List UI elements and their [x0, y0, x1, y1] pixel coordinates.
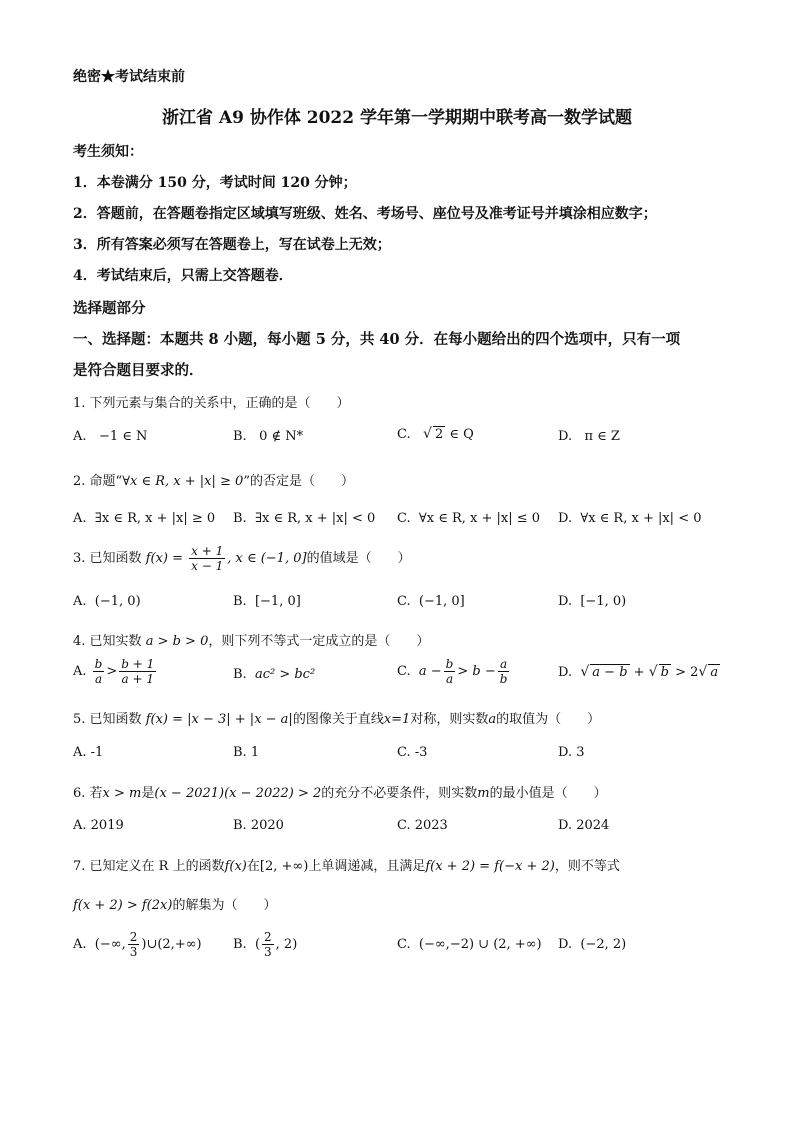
- question-7-stem-line-1: 7. 已知定义在 R 上的函数f(x)在[2, +∞)上单调递减，且满足f(x + 2) = f(−x + 2)，则不等式: [73, 859, 620, 874]
- confidential-label: 绝密★考试结束前: [73, 69, 185, 85]
- section-instruction-line-2: 是符合题目要求的．: [73, 362, 204, 379]
- question-6-stem: 6. 若x > m是(x − 2021)(x − 2022) > 2的充分不必要条件，则实数m的最小值是（ ）: [73, 786, 607, 801]
- q5-option-b: B. 1: [233, 745, 260, 760]
- q2-option-b: B. ∃x ∈ R, x + |x| < 0: [233, 511, 376, 526]
- q7-option-c: C. (−∞,−2) ∪ (2, +∞): [397, 937, 542, 952]
- q1-option-d: D. π ∈ Z: [558, 429, 620, 444]
- q5-option-c: C. -3: [397, 745, 428, 760]
- q2-option-d: D. ∀x ∈ R, x + |x| < 0: [558, 511, 702, 526]
- notice-item-1: 1．本卷满分 150 分，考试时间 120 分钟；: [73, 175, 357, 191]
- notice-item-2: 2．答题前，在答题卷指定区域填写班级、姓名、考场号、座位号及准考证号并填涂相应数字；: [73, 206, 657, 222]
- q6-option-d: D. 2024: [558, 818, 610, 833]
- q6-option-a: A. 2019: [73, 818, 124, 833]
- notice-heading: 考生须知：: [73, 144, 143, 160]
- section-instruction-line-1: 一、选择题：本题共 8 小题，每小题 5 分，共 40 分．在每小题给出的四个选项中，只有一项: [73, 331, 681, 348]
- section-part-label: 选择题部分: [73, 300, 146, 317]
- question-2-stem: 2. 命题“∀x ∈ R, x + |x| ≥ 0”的否定是（ ）: [73, 474, 354, 489]
- question-1-stem: 1. 下列元素与集合的关系中，正确的是（ ）: [73, 396, 350, 411]
- q3-option-a: A. (−1, 0): [73, 594, 141, 609]
- q3-option-d: D. [−1, 0): [558, 594, 627, 609]
- q6-option-c: C. 2023: [397, 818, 448, 833]
- notice-item-3: 3．所有答案必须写在答题卷上，写在试卷上无效；: [73, 237, 391, 253]
- q5-option-d: D. 3: [558, 745, 585, 760]
- q7-option-d: D. (−2, 2): [558, 937, 627, 952]
- q5-option-a: A. -1: [73, 745, 104, 760]
- q4-option-b: B. ac² > bc²: [233, 667, 316, 682]
- q2-option-c: C. ∀x ∈ R, x + |x| ≤ 0: [397, 511, 541, 526]
- q1-option-c: C. √ 2 ∈ Q: [397, 426, 474, 442]
- q3-option-c: C. (−1, 0]: [397, 594, 465, 609]
- q1-option-b: B. 0 ∉ N*: [233, 429, 304, 444]
- q1-option-a: A. −1 ∈ N: [73, 429, 148, 444]
- question-5-stem: 5. 已知函数 f(x) = |x − 3| + |x − a|的图像关于直线x=1对称，则实数a的取值为（ ）: [73, 712, 601, 727]
- q2-option-a: A. ∃x ∈ R, x + |x| ≥ 0: [73, 511, 216, 526]
- q3-option-b: B. [−1, 0]: [233, 594, 301, 609]
- page-title: 浙江省 A9 协作体 2022 学年第一学期期中联考高一数学试题: [161, 108, 632, 128]
- notice-item-4: 4．考试结束后，只需上交答题卷．: [73, 268, 293, 284]
- q3-fraction: $\frac{x + 1}{x - 1}$: [191, 544, 224, 573]
- q4-option-c: C. a − $\frac{b}{a}$ > b − $\frac{a}{b}$: [397, 657, 508, 686]
- q7-option-a: A. (−∞, $\frac{2}{3}$ )∪(2,+∞): [73, 930, 202, 959]
- question-7-stem-line-2: f(x + 2) > f(2x)的解集为（ ）: [73, 898, 277, 913]
- q7-option-b: B. ( $\frac{2}{3}$ , 2): [233, 930, 298, 959]
- question-3-stem: 3. 已知函数 f(x) = $\frac{x + 1}{x - 1}$ , x ∈ (−1, 0]的值域是（ ）: [73, 544, 411, 573]
- question-4-stem: 4. 已知实数 a > b > 0，则下列不等式一定成立的是（ ）: [73, 634, 430, 649]
- q4-option-a: A. $\frac{b}{a}$ > $\frac{b + 1}{a + 1}$: [73, 657, 155, 686]
- q4-option-d: D. √ a − b + √ b > 2√ a: [558, 664, 719, 680]
- q6-option-b: B. 2020: [233, 818, 284, 833]
